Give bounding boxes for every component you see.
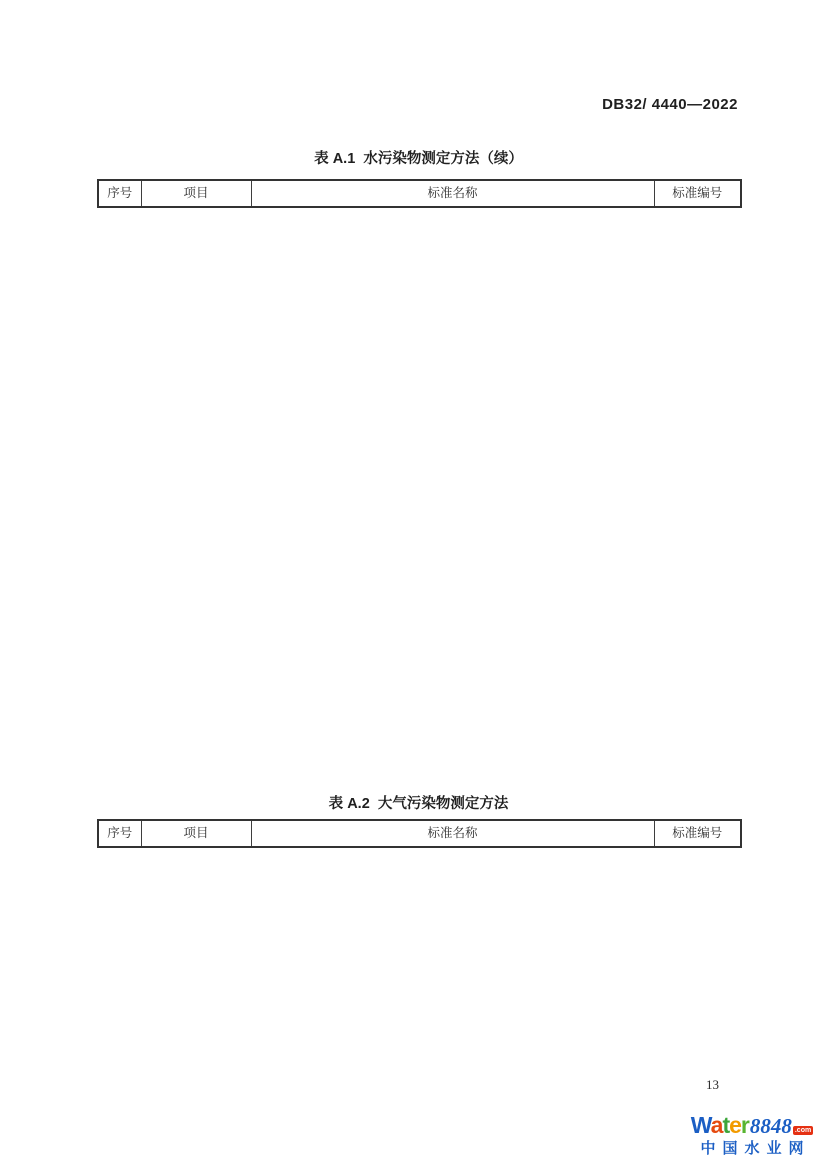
- column-header: 标准编号: [654, 180, 741, 207]
- logo-letter: t: [722, 1112, 730, 1138]
- logo-letter: r: [740, 1112, 749, 1138]
- logo-dotcom-badge: .com: [794, 1127, 812, 1134]
- table-a2: [97, 819, 742, 848]
- table-a2-title: 表 A.2 大气污染物测定方法: [328, 796, 509, 812]
- column-header: 项目: [141, 180, 251, 207]
- column-header: 序号: [98, 180, 141, 207]
- logo-letter: a: [710, 1112, 723, 1138]
- column-header: 标准名称: [251, 820, 654, 847]
- logo-word-water: [691, 1114, 749, 1137]
- logo-letter: W: [690, 1112, 711, 1138]
- table-a1-title: 表 A.1 水污染物测定方法（续）: [314, 151, 523, 167]
- header-row: [98, 820, 741, 847]
- logo-chinese-text: 中国水业网: [700, 1140, 811, 1157]
- header-row: [98, 180, 741, 207]
- logo-wordmark: [682, 1114, 822, 1137]
- column-header: 项目: [141, 820, 251, 847]
- table-a1: [97, 179, 742, 208]
- column-header: 标准编号: [654, 820, 741, 847]
- column-header: 序号: [98, 820, 141, 847]
- doc-number: DB32/ 4440—2022: [602, 96, 738, 113]
- logo-letter: e: [729, 1112, 741, 1138]
- water8848-logo: [682, 1114, 822, 1156]
- page-number: 13: [706, 1077, 719, 1092]
- logo-number-8848: 8848: [749, 1114, 792, 1138]
- column-header: 标准名称: [251, 180, 654, 207]
